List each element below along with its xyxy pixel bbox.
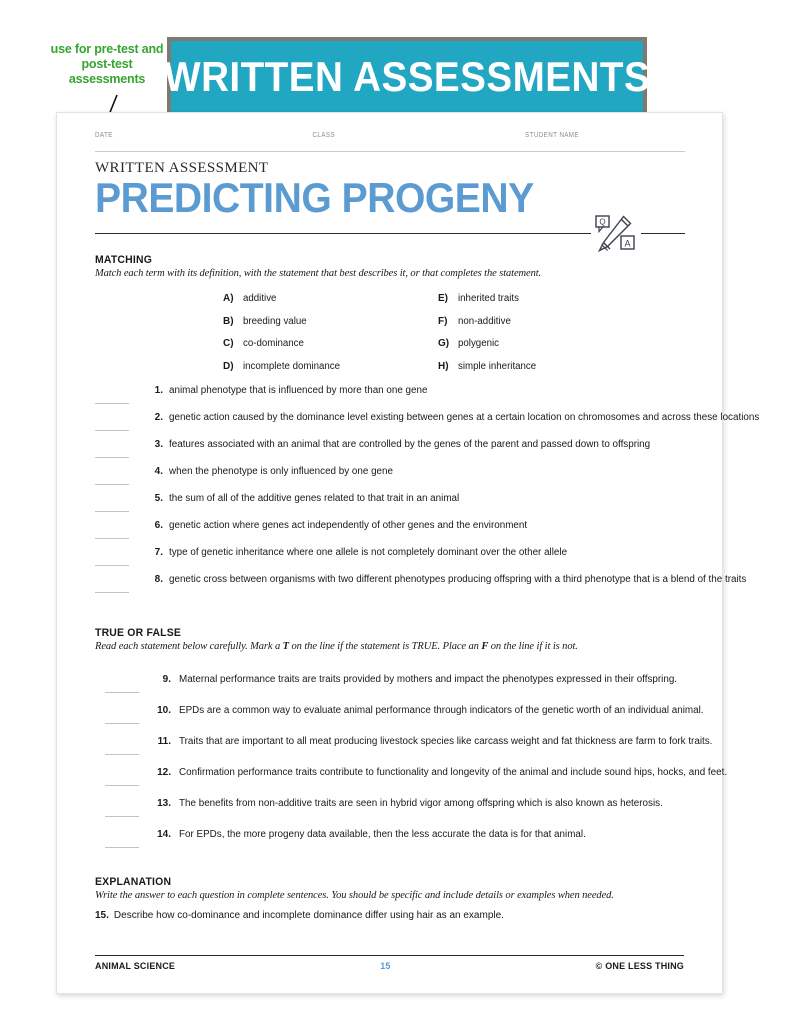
- question-row: [95, 385, 685, 412]
- footer-page-number: 15: [380, 961, 391, 971]
- answer-blank[interactable]: [95, 484, 129, 485]
- true-false-instructions: Read each statement below carefully. Mark a T on the line if the statement is TRUE. Place an F on the line if it is not.: [95, 640, 578, 652]
- term-letter: H): [438, 360, 449, 372]
- page-footer: [95, 955, 684, 971]
- answer-blank[interactable]: [105, 754, 139, 755]
- answer-blank[interactable]: [105, 723, 139, 724]
- question-number: 14.: [157, 828, 171, 840]
- true-false-question-list: [95, 673, 728, 860]
- term-word: non-additive: [458, 315, 511, 327]
- question-text: genetic action caused by the dominance level existing between genes at a certain location on chromosomes and across these locations: [169, 411, 760, 423]
- term-letter: A): [223, 293, 234, 304]
- question-text: features associated with an animal that are controlled by the genes of the parent and passed down to offspring: [169, 438, 651, 450]
- svg-text:A: A: [624, 238, 631, 249]
- term-letter: B): [223, 315, 234, 327]
- question-row: [95, 411, 760, 439]
- question-number: 13.: [157, 797, 171, 809]
- question-text: The benefits from non-additive traits are seen in hybrid vigor among offspring which is also known as heterosis.: [179, 797, 663, 809]
- term-letter: G): [438, 338, 450, 349]
- question-row: [95, 798, 685, 829]
- term-word: simple inheritance: [458, 360, 537, 372]
- question-number: 8.: [154, 573, 163, 585]
- term-word: additive: [243, 293, 277, 304]
- term-word: polygenic: [458, 338, 499, 349]
- explanation-question-text: Describe how co-dominance and incomplete dominance differ using hair as an example.: [113, 909, 504, 921]
- term-word: incomplete dominance: [243, 360, 341, 372]
- term-letter: C): [223, 338, 234, 349]
- answer-blank[interactable]: [95, 403, 129, 404]
- matching-instructions: Match each term with its definition, with the statement that best describes it, or that completes the statement.: [95, 268, 542, 279]
- explanation-section: [95, 876, 685, 921]
- answer-blank[interactable]: [95, 511, 129, 512]
- answer-blank[interactable]: [95, 565, 129, 566]
- question-text: animal phenotype that is influenced by more than one gene: [169, 384, 428, 396]
- answer-blank[interactable]: [95, 592, 129, 593]
- answer-blank[interactable]: [105, 816, 139, 817]
- answer-blank[interactable]: [105, 692, 139, 693]
- term-item: [223, 316, 438, 328]
- matching-term-bank: [223, 293, 653, 373]
- date-field-label: DATE: [95, 132, 113, 139]
- question-number: 11.: [157, 735, 171, 747]
- question-text: the sum of all of the additive genes related to that trait in an animal: [169, 492, 460, 504]
- term-item: [438, 338, 653, 350]
- true-false-section: [95, 626, 728, 860]
- question-answer-pencil-icon: [591, 214, 641, 254]
- question-row: [95, 520, 685, 547]
- class-field-label: CLASS: [312, 132, 335, 139]
- date-field[interactable]: [95, 131, 225, 152]
- term-item: [438, 293, 653, 305]
- matching-question-list: [95, 384, 760, 601]
- document-kicker: WRITTEN ASSESSMENT: [95, 160, 269, 176]
- term-word: breeding value: [243, 315, 307, 327]
- answer-blank[interactable]: [95, 430, 129, 431]
- question-text: type of genetic inheritance where one allele is not completely dominant over the other allele: [169, 546, 568, 558]
- question-row: [95, 493, 685, 520]
- question-number: 1.: [154, 384, 163, 396]
- matching-heading: MATCHING: [95, 254, 153, 266]
- class-field[interactable]: [225, 131, 425, 152]
- banner-title: WRITTEN ASSESSMENTS: [163, 52, 651, 100]
- title-divider: [95, 217, 685, 249]
- question-row: [95, 439, 685, 466]
- written-assessments-banner: [163, 37, 651, 116]
- term-letter: E): [438, 293, 448, 304]
- student-name-field[interactable]: [425, 131, 685, 152]
- svg-text:Q: Q: [599, 217, 606, 227]
- question-row: [95, 547, 685, 574]
- question-number: 10.: [157, 704, 171, 716]
- explanation-question: [95, 910, 685, 921]
- term-item: [223, 338, 438, 350]
- explanation-heading: EXPLANATION: [95, 875, 172, 888]
- footer-divider: [95, 955, 684, 956]
- question-number: 7.: [154, 546, 163, 558]
- footer-copyright: © ONE LESS THING: [595, 961, 684, 971]
- question-text: EPDs are a common way to evaluate animal performance through indicators of the genetic worth of an individual animal.: [179, 704, 704, 716]
- matching-section: [95, 254, 760, 601]
- term-word: co-dominance: [243, 338, 304, 349]
- answer-blank[interactable]: [95, 457, 129, 458]
- annotation-pretest: use for pre-test and post-test assessments: [50, 42, 164, 86]
- answer-blank[interactable]: [95, 538, 129, 539]
- explanation-instructions: Write the answer to each question in complete sentences. You should be specific and include details or examples when needed.: [95, 889, 614, 901]
- answer-blank[interactable]: [105, 785, 139, 786]
- question-text: when the phenotype is only influenced by one gene: [169, 465, 393, 477]
- term-item: [438, 361, 653, 373]
- term-item: [438, 316, 653, 328]
- question-row: [95, 704, 704, 736]
- question-number: 2.: [154, 411, 163, 423]
- question-row: [95, 735, 713, 767]
- question-number: 3.: [154, 438, 163, 450]
- question-number: 5.: [154, 492, 163, 504]
- footer-subject: ANIMAL SCIENCE: [95, 961, 176, 971]
- question-number: 12.: [157, 766, 171, 778]
- true-false-heading: TRUE OR FALSE: [95, 626, 182, 639]
- question-row: [95, 573, 747, 601]
- worksheet-page: [56, 112, 760, 994]
- question-row: [95, 674, 685, 705]
- explanation-question-number: 15.: [95, 909, 109, 921]
- question-text: Confirmation performance traits contribute to functionality and longevity of the animal and include sound hips, hocks, and feet.: [179, 766, 728, 778]
- term-item: [223, 293, 438, 305]
- term-letter: F): [438, 315, 448, 327]
- question-text: genetic action where genes act independently of other genes and the environment: [169, 519, 528, 531]
- question-number: 6.: [154, 519, 163, 531]
- question-number: 4.: [154, 465, 163, 477]
- answer-blank[interactable]: [105, 847, 139, 848]
- question-row: [95, 829, 685, 860]
- header-fields: [95, 131, 685, 153]
- question-text: For EPDs, the more progeny data available, then the less accurate the data is for that animal.: [179, 828, 586, 840]
- student-name-field-label: STUDENT NAME: [525, 132, 579, 139]
- question-row: [95, 466, 685, 493]
- term-word: inherited traits: [458, 293, 519, 304]
- question-text: Traits that are important to all meat producing livestock species like carcass weight and fat thickness are farm to fork traits.: [179, 735, 713, 747]
- question-row: [95, 766, 728, 798]
- term-letter: D): [223, 360, 234, 372]
- question-text: genetic cross between organisms with two different phenotypes producing offspring with a third phenotype that is a blend of the traits: [169, 573, 747, 585]
- question-text: Maternal performance traits are traits provided by mothers and impact the phenotypes expressed in their offspring.: [179, 673, 678, 685]
- term-item: [223, 361, 438, 373]
- page-title: PREDICTING PROGENY: [95, 174, 534, 221]
- question-number: 9.: [162, 673, 171, 685]
